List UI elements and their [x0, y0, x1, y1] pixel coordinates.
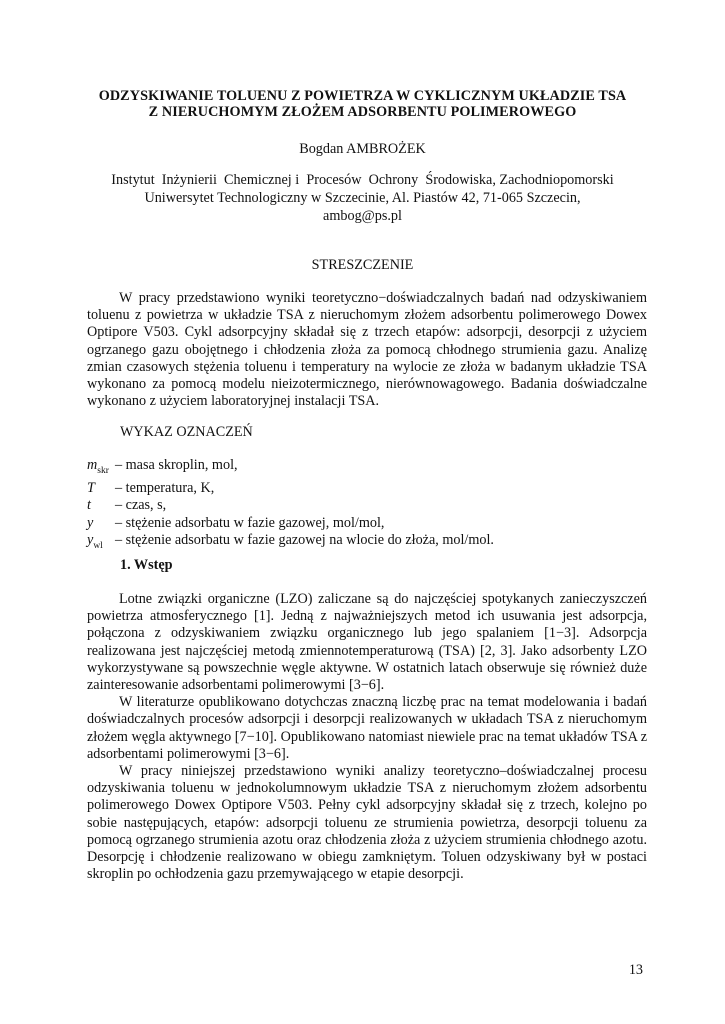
- symbol: y: [87, 514, 94, 531]
- symbol-description: – stężenie adsorbatu w fazie gazowej, mol/mol,: [115, 514, 385, 531]
- symbol: t: [87, 497, 91, 514]
- nomenclature-item: [87, 515, 647, 532]
- paper-title: [60, 88, 665, 120]
- nomenclature-item: [87, 497, 647, 514]
- abstract-heading: STRESZCZENIE: [311, 257, 414, 273]
- nomenclature-item: [87, 480, 647, 497]
- abstract-paragraph: W pracy przedstawiono wyniki teoretyczno−doświadczalnych badań nad odzyskiwaniem toluenu z powietrza w układzie TSA z nieruchomym złożem adsorbentu polimerowego Dowex Optipore V503. Cykl adsorpcyjny składał się z trzech etapów: adsorpcji, desorpcji z użyciem ogrzanego gazu obojętnego i chłodzenia złoża za pomocą chłodnego strumienia gazu. Analizę zmian czasowych stężenia toluenu i temperatury na wylocie ze złoża w badanym układzie TSA wykonano za pomocą modelu nieizotermicznego, nierównowagowego. Badania doświadczalne wykonano z użyciem laboratoryjnej instalacji TSA.: [87, 290, 647, 410]
- page-number: 13: [628, 962, 643, 978]
- symbol: T: [87, 480, 95, 497]
- symbol: $m_{skr}$: [87, 457, 109, 476]
- intro-paragraph-1: Lotne związki organiczne (LZO) zaliczane są do najczęściej spotykanych zanieczyszczeń powietrza atmosferycznego [1]. Jedną z najważniejszych metod ich usuwania jest adsorpcja, połączona z odzyskiwaniem związku organicznego lub jego spalaniem [1−3]. Adsorpcja realizowana jest najczęściej metodą zmiennotemperaturową (TSA) [2, 3]. Jako adsorbenty LZO wykorzystywane są powszechnie węgle aktywne. W ostatnich latach obserwuje się również duże zainteresowanie adsorbentami polimerowymi [3−6].: [87, 591, 647, 694]
- affiliation-line-1: Instytut Inżynierii Chemicznej i Procesów Ochrony Środowiska, Zachodniopomorski: [111, 172, 614, 188]
- title-line-2: Z NIERUCHOMYM ZŁOŻEM ADSORBENTU POLIMEROWEGO: [148, 104, 577, 120]
- symbol-description: – masa skroplin, mol,: [115, 457, 238, 473]
- symbol-description: – czas, s,: [115, 497, 167, 514]
- nomenclature-list: [87, 457, 647, 555]
- nomenclature-item: [87, 457, 647, 480]
- affiliation-line-2: Uniwersytet Technologiczny w Szczecinie, Al. Piastów 42, 71-065 Szczecin,: [144, 190, 581, 206]
- intro-paragraph-3: W pracy niniejszej przedstawiono wyniki analizy teoretyczno–doświadczalnej procesu odzyskiwania toluenu w jednokolumnowym układzie TSA z nieruchomym złożem adsorbentu polimerowego Dowex Optipore V503. Pełny cykl adsorpcyjny składał się z trzech, kolejno po sobie następujących, etapów: adsorpcji toluenu ze strumienia powietrza, desorpcji toluenu za pomocą ogrzanego strumienia azotu oraz chłodzenia złoża z użyciem strumienia chłodnego azotu. Desorpcję i chłodzenie realizowano w obiegu zamkniętym. Toluen odzyskiwany był w postaci skroplin po ochłodzenia gazu przemywającego w etapie desorpcji.: [87, 763, 647, 883]
- symbol-description: – temperatura, K,: [115, 480, 215, 497]
- author-email: ambog@ps.pl: [323, 208, 402, 224]
- introduction-text: [87, 591, 647, 883]
- affiliation: [60, 171, 665, 225]
- section-heading-introduction: 1. Wstęp: [120, 557, 173, 573]
- symbol-description: – stężenie adsorbatu w fazie gazowej na wlocie do złoża, mol/mol.: [115, 532, 494, 549]
- title-line-1: ODZYSKIWANIE TOLUENU Z POWIETRZA W CYKLICZNYM UKŁADZIE TSA: [98, 88, 627, 104]
- author-name: Bogdan AMBROŻEK: [299, 141, 426, 157]
- nomenclature-item: [87, 532, 647, 555]
- abstract-text: [87, 290, 647, 410]
- intro-paragraph-2: W literaturze opublikowano dotychczas znaczną liczbę prac na temat modelowania i badań doświadczalnych procesów adsorpcji i desorpcji realizowanych w układach TSA z nieruchomym złożem węgla aktywnego [7−10]. Opublikowano natomiast niewiele prac na temat układów TSA z adsorbentami polimerowymi [3−6].: [87, 694, 647, 762]
- nomenclature-heading: WYKAZ OZNACZEŃ: [120, 424, 253, 440]
- symbol: $y_{wl}$: [87, 532, 103, 551]
